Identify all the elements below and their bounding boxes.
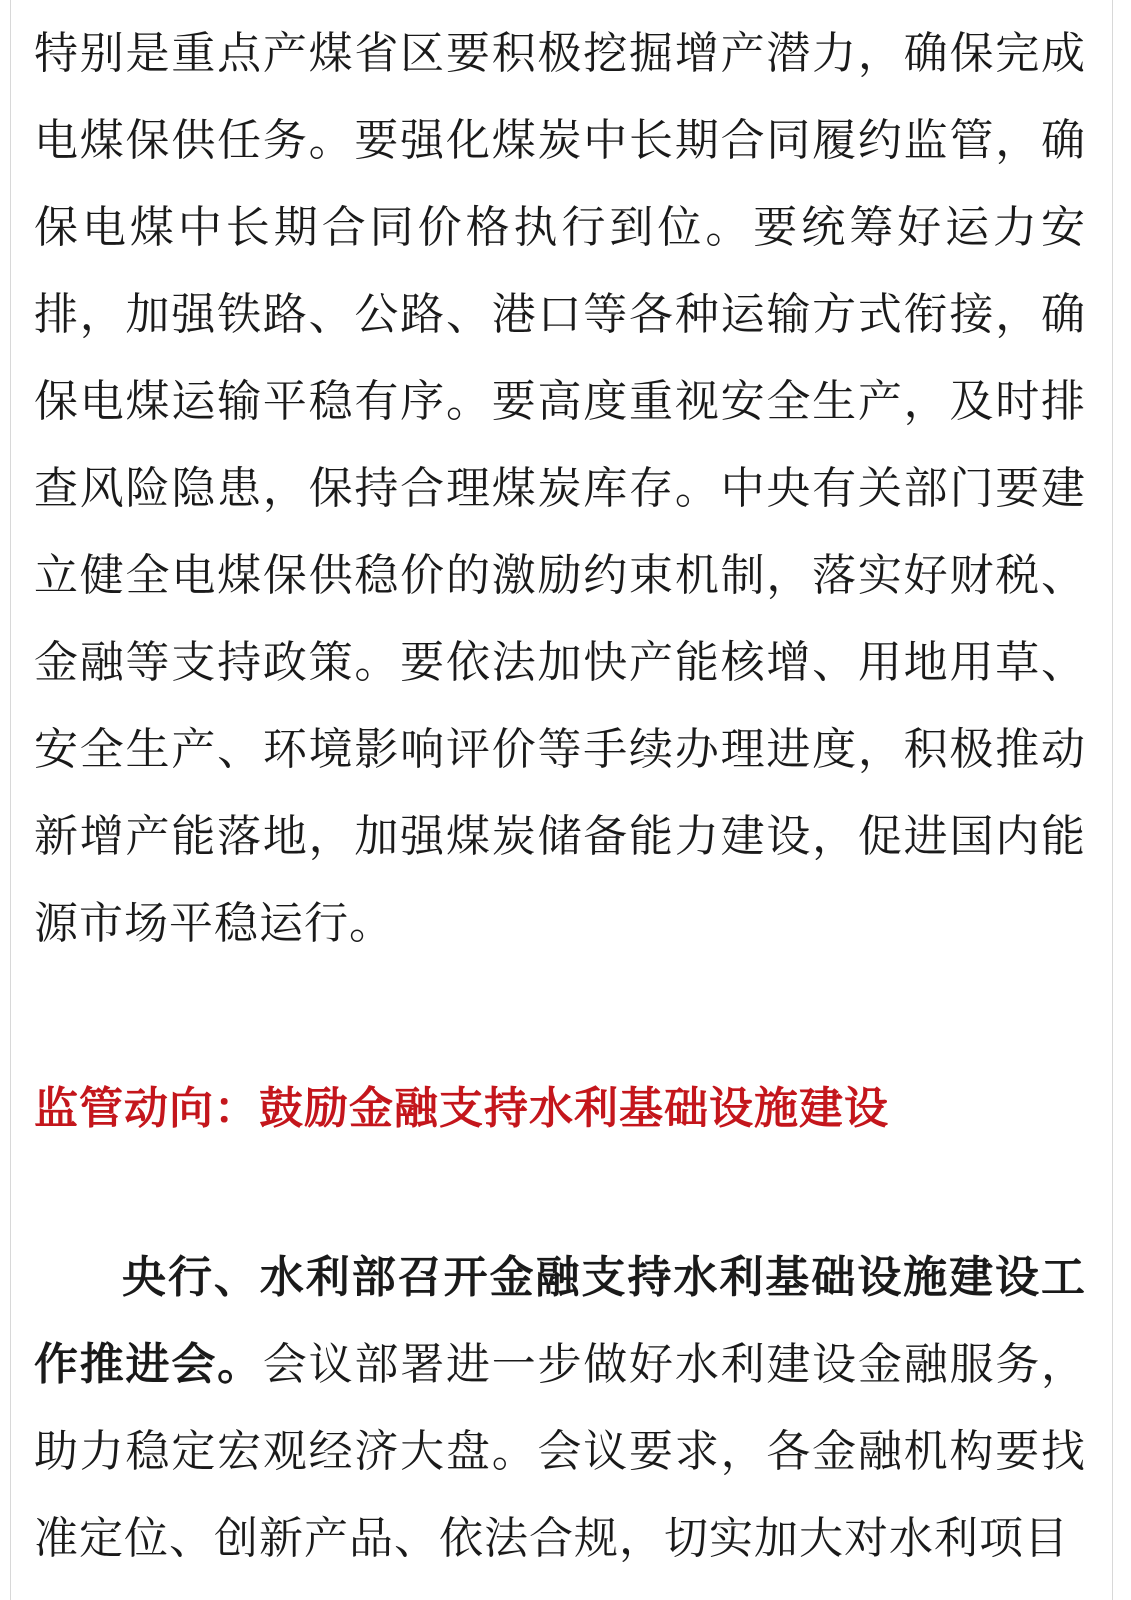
spacer (34, 1152, 1086, 1234)
document-page (10, 0, 1113, 1600)
paragraph-coal-supply: 特别是重点产煤省区要积极挖掘增产潜力，确保完成电煤保供任务。要强化煤炭中长期合同履约监管，确保电煤中长期合同价格执行到位。要统筹好运力安排，加强铁路、公路、港口等各种运输方式衔接，确保电煤运输平稳有序。要高度重视安全生产，及时排查风险隐患，保持合理煤炭库存。中央有关部门要建立健全电煤保供稳价的激励约束机制，落实好财税、金融等支持政策。要依法加快产能核增、用地用草、安全生产、环境影响评价等手续办理进度，积极推动新增产能落地，加强煤炭储备能力建设，促进国内能源市场平稳运行。 (34, 28, 1086, 949)
paragraph-water-infrastructure (34, 1234, 1086, 1582)
paragraph-lead-bold: 央行、水利部召开金融支持水利基础设施建设工作推进会。 (34, 1252, 1086, 1390)
spacer (34, 967, 1086, 1065)
section-heading: 监管动向：鼓励金融支持水利基础设施建设 (34, 1083, 889, 1134)
paragraph-body: 会议部署进一步做好水利建设金融服务，助力稳定宏观经济大盘。会议要求，各金融机构要找准定位、创新产品、依法合规，切实加大对水利项目 (34, 1339, 1087, 1564)
article-body (34, 10, 1086, 1582)
